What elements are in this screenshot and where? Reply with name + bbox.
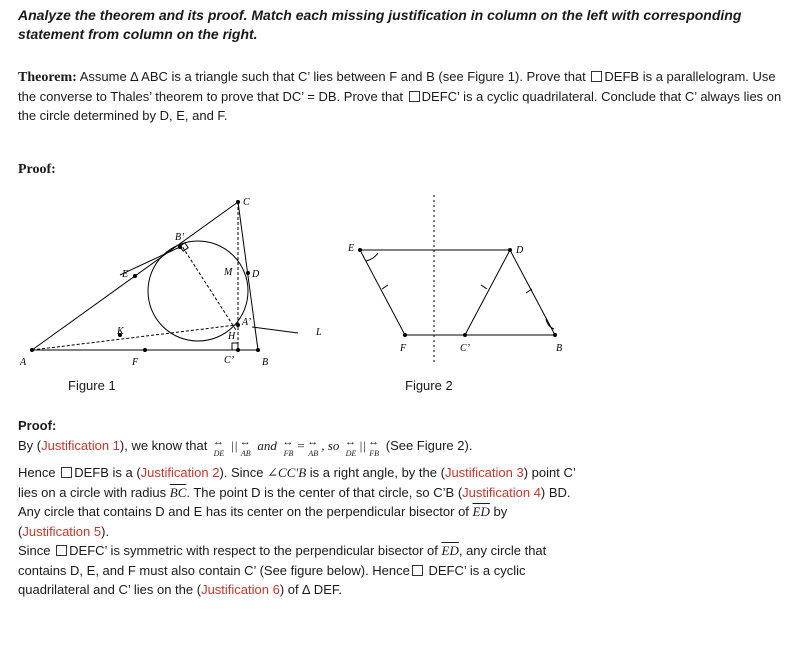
altitude-BB <box>180 243 236 330</box>
text: ) BD. <box>540 484 571 500</box>
square-symbol <box>412 565 423 576</box>
instructions: Analyze the theorem and its proof. Match each missing justification in column on the left with corresponding statement from column on the right. <box>18 7 742 42</box>
segment-EF <box>360 250 405 335</box>
text: ) of ∆ DEF. <box>279 582 342 597</box>
segment-ED <box>120 247 180 275</box>
proof-line-1 <box>18 436 798 464</box>
point-F <box>143 348 147 352</box>
point-E <box>133 274 137 278</box>
text: ). <box>101 523 110 539</box>
vector-AB: ↔ AB <box>238 444 254 464</box>
label-E: E <box>348 243 355 254</box>
text: ), we know that <box>119 437 208 453</box>
proof-line-7 <box>18 561 798 581</box>
figure-2 <box>330 185 580 370</box>
justification-2: Justification 2 <box>140 465 220 480</box>
label-B: B <box>556 343 563 354</box>
point-E <box>358 248 362 252</box>
proof-heading-2: Proof: <box>18 418 57 433</box>
text: (See Figure 2). <box>385 437 473 453</box>
text: . The point D is the center of that circle, so C’B ( <box>186 484 463 500</box>
vector-DE: ↔ DE <box>211 444 227 464</box>
text: ) point C’ <box>523 465 576 480</box>
text: Since <box>18 543 51 558</box>
text: ( <box>18 523 23 539</box>
vector-DE-2: ↔ DE <box>343 444 359 464</box>
so-word: , so <box>321 437 340 453</box>
figure-1 <box>0 185 340 375</box>
label-H: H <box>228 331 236 342</box>
text: lies on a circle with radius <box>18 484 167 500</box>
point-A <box>30 348 34 352</box>
angle-CCB: ∠CC′B <box>267 465 307 480</box>
text: quadrilateral and C’ lies on the ( <box>18 582 202 597</box>
angle-E <box>366 253 378 261</box>
vector-FB-2: ↔ FB <box>366 444 382 464</box>
proof-line-2 <box>18 463 798 483</box>
text: is a right angle, by the ( <box>309 465 445 480</box>
justification-1: Justification 1 <box>41 437 120 453</box>
label-L: L <box>316 327 322 338</box>
point-C <box>236 200 240 204</box>
label-M: M <box>224 267 233 278</box>
text: contains D, E, and F must also contain C’ (See figure below). Hence <box>18 562 410 578</box>
segment-BC: $\overline{BC}$ <box>169 484 187 500</box>
tick-EF <box>382 285 388 289</box>
label-Cp: C’ <box>460 343 470 354</box>
label-Bp: B’ <box>175 232 185 243</box>
point-Cp <box>236 348 240 352</box>
tick-DB <box>526 289 532 293</box>
label-D: D <box>252 269 260 280</box>
text: DEFC’ is symmetric with respect to the perpendicular bisector of <box>69 543 438 558</box>
proof-line-4 <box>18 502 798 522</box>
label-E: E <box>122 269 129 280</box>
proof-body <box>18 416 798 600</box>
text: DEFB is a ( <box>74 465 141 480</box>
vector-FB: ↔ FB <box>280 444 296 464</box>
line-L <box>252 327 298 333</box>
text: Hence <box>18 465 56 480</box>
label-F: F <box>132 357 139 368</box>
point-H <box>236 323 240 327</box>
point-Cp <box>463 333 467 337</box>
square-symbol <box>591 71 602 82</box>
label-Ap: A’ <box>242 317 252 328</box>
theorem-text-1: Assume ∆ ABC is a triangle such that C’ lies between F and B (see Figure 1). Prove that <box>79 69 586 84</box>
square-symbol <box>56 545 67 556</box>
text: , any circle that <box>458 543 547 558</box>
theorem-text-2: DEFB is a parallelogram. Use the converse to Thales’ theorem to prove that DC’ = DB. <box>18 69 776 104</box>
text: By ( <box>18 437 42 453</box>
vector-AB-2: ↔ AB <box>305 444 321 464</box>
tick-DC <box>481 285 487 289</box>
proof-line-5 <box>18 522 798 542</box>
justification-5: Justification 5 <box>22 523 102 539</box>
label-B: B <box>262 357 269 368</box>
theorem-text-3: Prove that <box>343 89 404 104</box>
label-D: D <box>516 245 524 256</box>
theorem-text-4: DEFC’ is a cyclic quadrilateral. Conclude that C’ always lies on the circle determined by D, E, and F. <box>18 89 782 123</box>
point-Bp <box>178 245 182 249</box>
label-A: A <box>20 357 27 368</box>
proof-line-6 <box>18 541 798 561</box>
line-AH <box>32 325 236 350</box>
equals-symbol: = <box>296 437 306 453</box>
segment-ED: $\overline{ED}$ <box>472 504 490 519</box>
proof-line-3 <box>18 483 798 503</box>
text: DEFC’ is a cyclic <box>428 562 526 578</box>
text: by <box>493 504 508 519</box>
parallel-symbol: || <box>358 437 367 453</box>
parallel-symbol: || <box>230 437 238 453</box>
label-C: C <box>243 197 250 208</box>
point-D <box>246 271 250 275</box>
point-B <box>553 333 557 337</box>
figure-2-caption: Figure 2 <box>405 378 453 393</box>
segment-DC <box>465 250 510 335</box>
theorem-label: Theorem: <box>18 70 77 85</box>
justification-3: Justification 3 <box>444 465 524 480</box>
square-symbol <box>61 467 72 478</box>
point-D <box>508 248 512 252</box>
point-F <box>403 333 407 337</box>
justification-4: Justification 4 <box>462 484 541 500</box>
text: ). Since <box>219 465 264 480</box>
and-word: and <box>257 437 277 453</box>
proof-heading: Proof: <box>18 162 56 177</box>
label-K: K <box>117 326 124 337</box>
square-symbol <box>409 91 420 102</box>
justification-6: Justification 6 <box>201 582 280 597</box>
figure-1-caption: Figure 1 <box>68 378 116 393</box>
label-F: F <box>400 343 407 354</box>
label-Cp: C’ <box>224 355 234 366</box>
proof-line-8 <box>18 580 798 600</box>
theorem <box>18 67 788 125</box>
text: Any circle that contains D and E has its center on the perpendicular bisector of <box>18 504 469 519</box>
segment-DB <box>510 250 555 335</box>
segment-ED-2: $\overline{ED}$ <box>441 543 459 558</box>
point-B <box>256 348 260 352</box>
